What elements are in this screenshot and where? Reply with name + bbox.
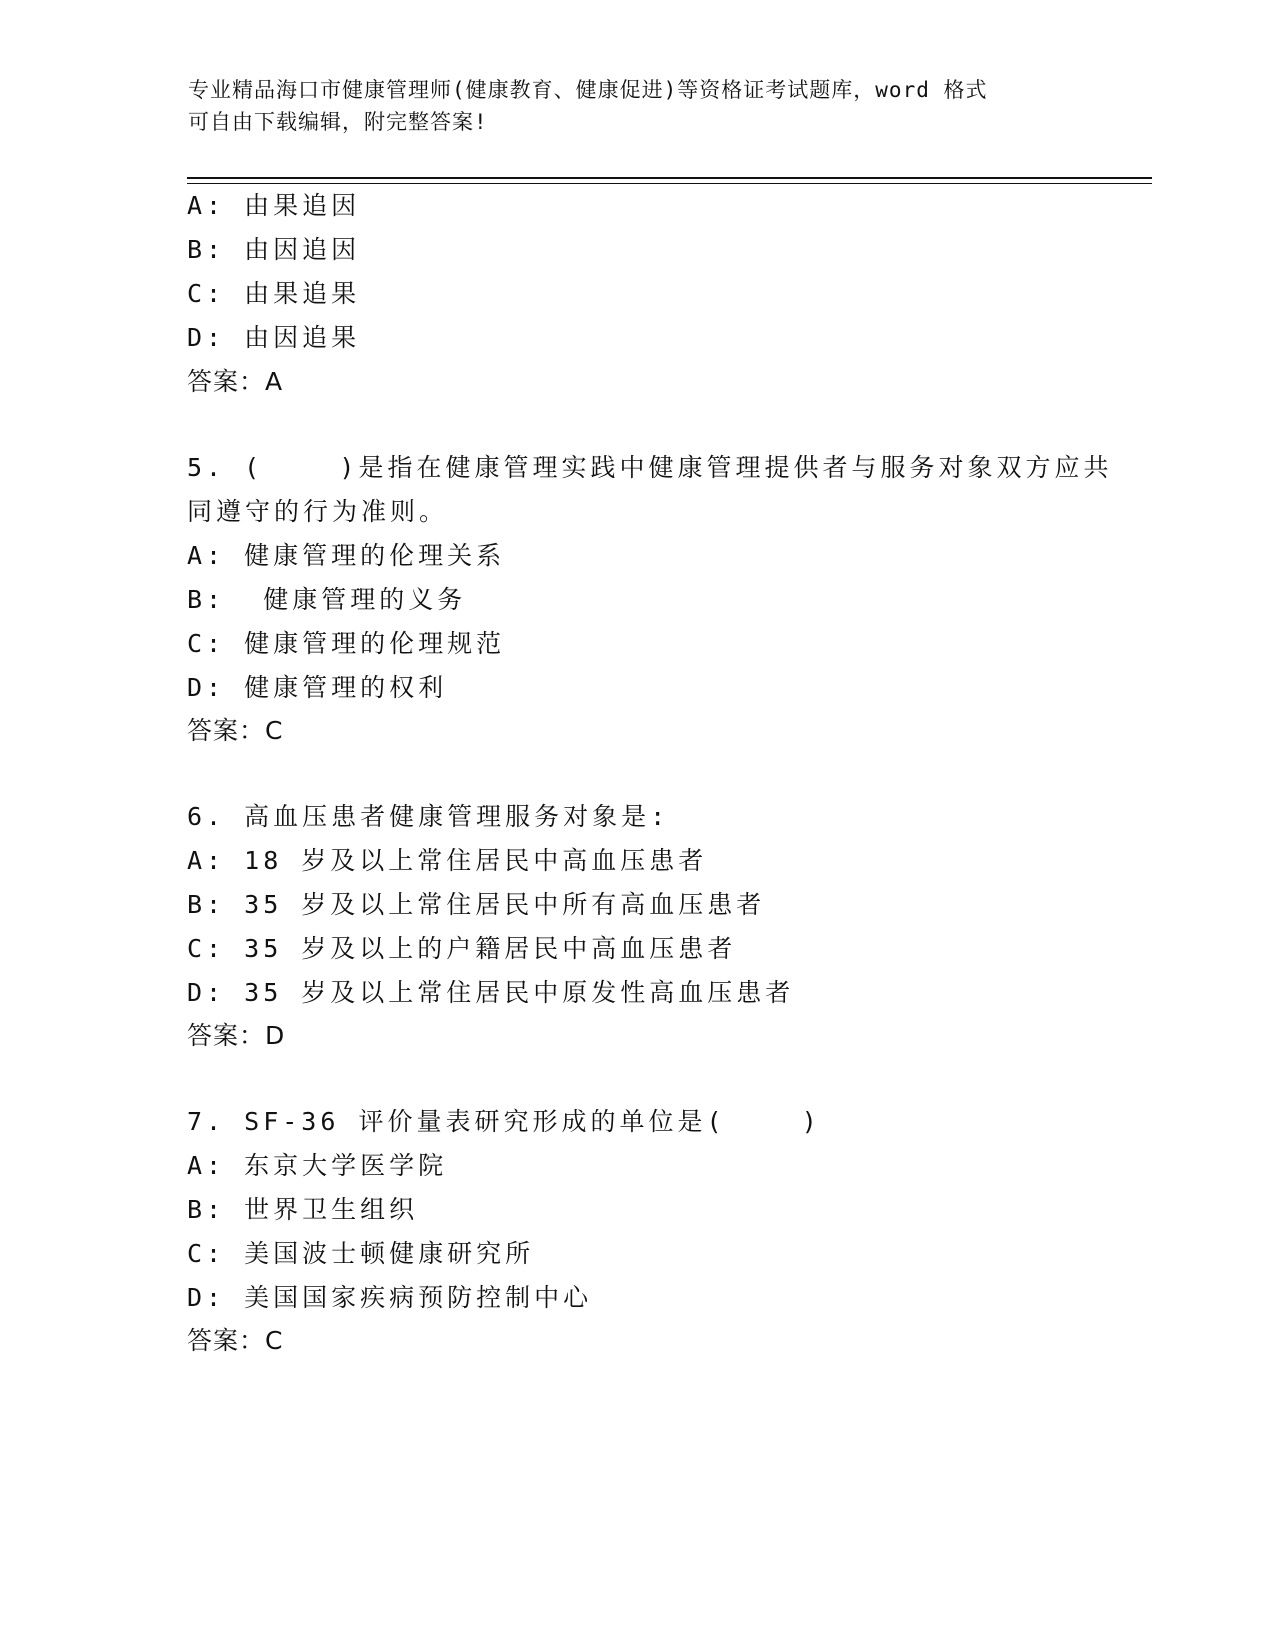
q5-answer: 答案：C [187, 716, 284, 745]
q5-option-a: A: 健康管理的伦理关系 [187, 541, 506, 570]
q5-stem-line-2: 同遵守的行为准则。 [187, 497, 449, 526]
q5-stem-line-1: 5. ( )是指在健康管理实践中健康管理提供者与服务对象双方应共 [187, 453, 1113, 482]
q7-option-c: C: 美国波士顿健康研究所 [187, 1239, 535, 1268]
q4-option-a: A: 由果追因 [187, 191, 361, 220]
q4-option-d: D: 由因追果 [187, 323, 361, 352]
q6-answer: 答案：D [187, 1021, 286, 1050]
q7-option-d: D: 美国国家疾病预防控制中心 [187, 1283, 593, 1312]
q6-option-d: D: 35 岁及以上常住居民中原发性高血压患者 [187, 978, 795, 1007]
header-line-2: 可自由下载编辑，附完整答案! [188, 110, 488, 134]
q6-stem: 6. 高血压患者健康管理服务对象是: [187, 802, 670, 831]
q7-stem: 7. SF-36 评价量表研究形成的单位是( ) [187, 1107, 821, 1136]
document-header [188, 74, 1088, 138]
q5-option-b: B: 健康管理的义务 [187, 585, 467, 614]
header-divider-thick [187, 177, 1152, 179]
q7-answer: 答案：C [187, 1326, 284, 1355]
q4-option-b: B: 由因追因 [187, 235, 361, 264]
q7-option-b: B: 世界卫生组织 [187, 1195, 419, 1224]
header-line-1: 专业精品海口市健康管理师(健康教育、健康促进)等资格证考试题库，word 格式 [188, 78, 988, 102]
q6-option-b: B: 35 岁及以上常住居民中所有高血压患者 [187, 890, 766, 919]
q7-option-a: A: 东京大学医学院 [187, 1151, 448, 1180]
q6-option-a: A: 18 岁及以上常住居民中高血压患者 [187, 846, 708, 875]
q6-option-c: C: 35 岁及以上的户籍居民中高血压患者 [187, 934, 737, 963]
q4-answer: 答案：A [187, 367, 284, 396]
header-divider-thin [187, 183, 1152, 184]
q4-option-c: C: 由果追果 [187, 279, 361, 308]
q5-option-d: D: 健康管理的权利 [187, 673, 448, 702]
q5-option-c: C: 健康管理的伦理规范 [187, 629, 506, 658]
